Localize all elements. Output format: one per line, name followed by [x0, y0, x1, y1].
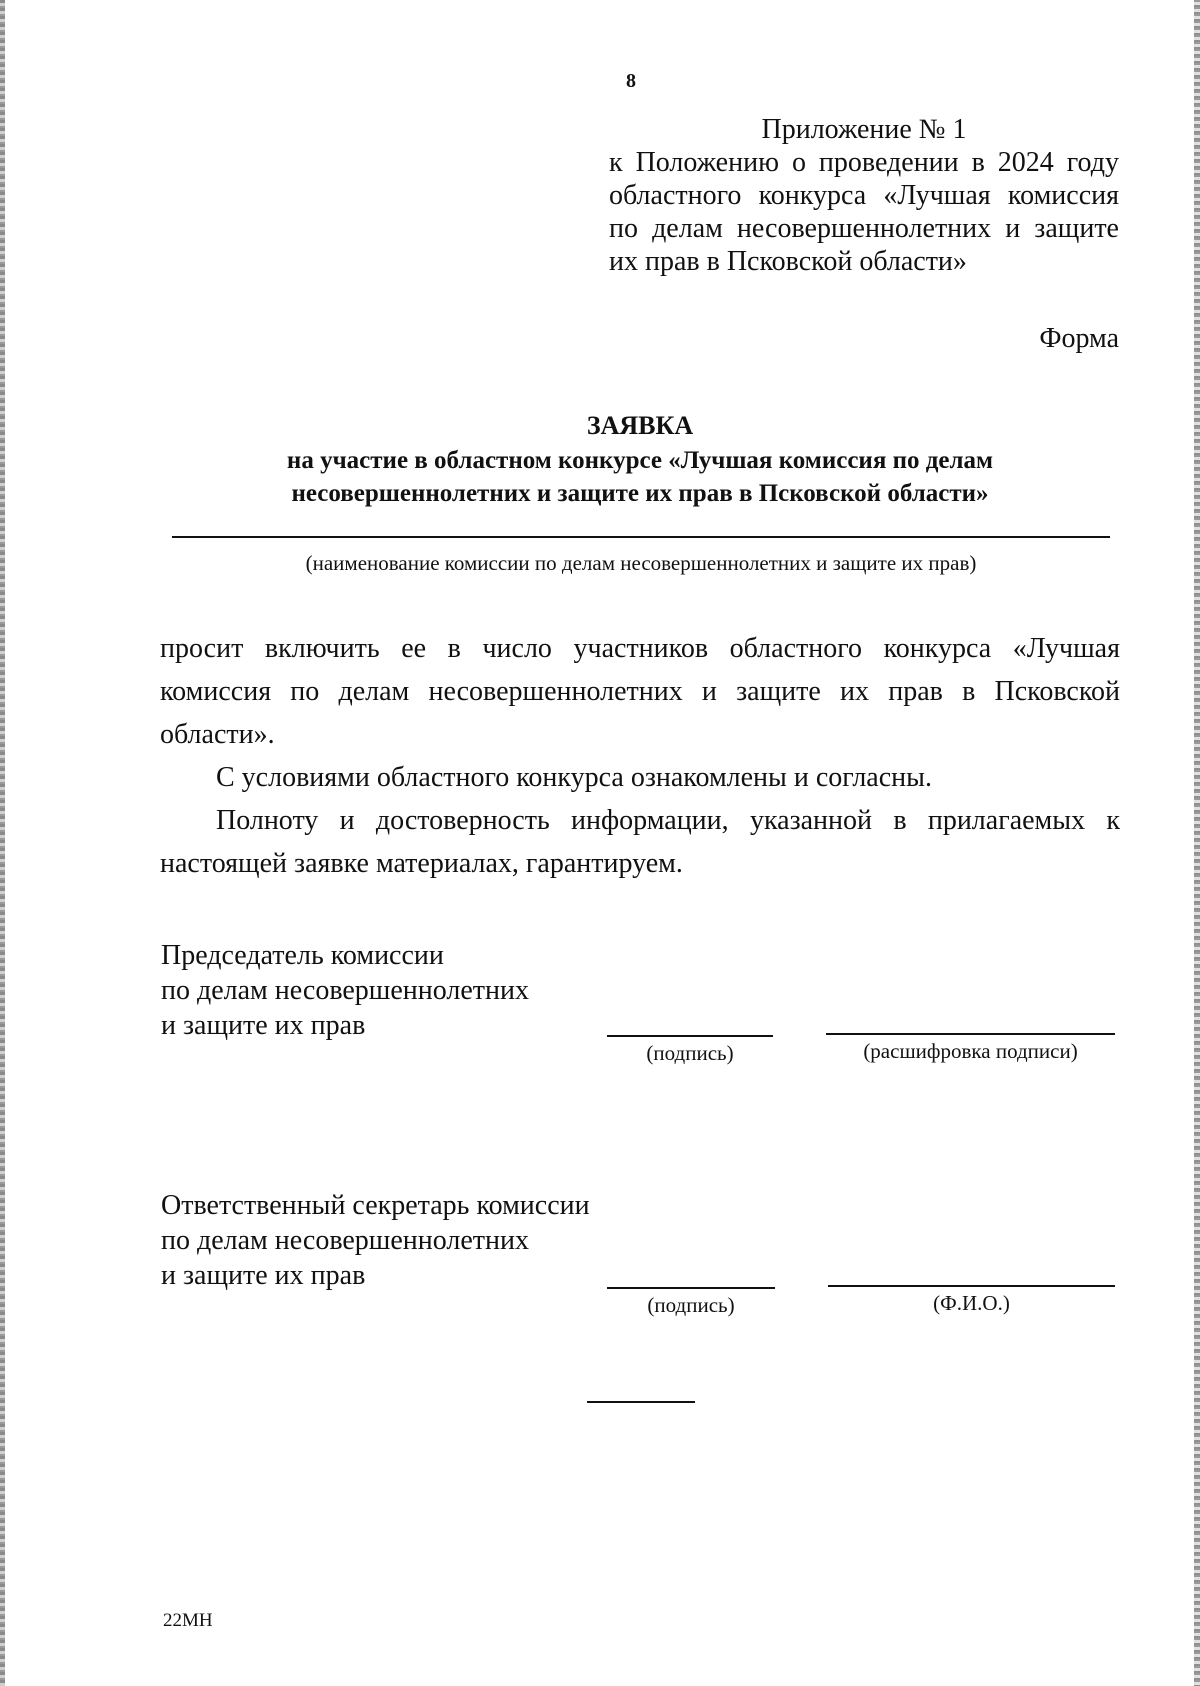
secretary-title-line-2: по делам несовершеннолетних: [161, 1225, 529, 1256]
heading-title: ЗАЯВКА: [586, 411, 694, 440]
application-heading: [160, 408, 1120, 510]
chairman-signature-line: [607, 1035, 773, 1037]
heading-line-1: на участие в областном конкурсе «Лучшая комиссия по делам: [286, 447, 994, 474]
scan-edge-right: [1194, 0, 1200, 1686]
body-paragraph-1: просит включить ее в число участников областного конкурса «Лучшая комиссия по делам несовершеннолетних и защите их прав в Псковской области».: [160, 633, 1120, 750]
chairman-title-line-2: по делам несовершеннолетних: [161, 975, 529, 1006]
closing-dash: [587, 1401, 695, 1403]
secretary-signature-line: [607, 1287, 775, 1289]
secretary-name-line: [828, 1285, 1115, 1287]
document-code: 22МН: [163, 1610, 213, 1631]
form-label: Форма: [1039, 323, 1119, 354]
secretary-title: [161, 1188, 721, 1293]
chairman-signature-caption: (подпись): [646, 1041, 734, 1065]
scan-edge-left: [0, 0, 5, 1686]
heading-line-2: несовершеннолетних и защите их прав в Псковской области»: [291, 480, 989, 507]
chairman-title-line-3: и защите их прав: [161, 1010, 366, 1041]
body-paragraph-2: С условиями областного конкурса ознакомлены и согласны.: [216, 762, 932, 793]
secretary-title-line-3: и защите их прав: [161, 1260, 366, 1291]
body-text: [160, 627, 1120, 885]
commission-name-caption: (наименование комиссии по делам несовершеннолетних и защите их прав): [305, 551, 977, 575]
chairman-title: [161, 938, 721, 1043]
chairman-name-caption: (расшифровка подписи): [863, 1039, 1078, 1063]
secretary-title-line-1: Ответственный секретарь комиссии: [161, 1190, 590, 1221]
annex-title: Приложение № 1: [761, 114, 967, 145]
chairman-title-line-1: Председатель комиссии: [161, 940, 444, 971]
chairman-name-line: [826, 1033, 1115, 1035]
body-paragraph-3: Полноту и достоверность информации, указанной в прилагаемых к настоящей заявке материалах, гарантируем.: [160, 805, 1120, 879]
annex-block: [609, 113, 1119, 278]
page-number: 8: [626, 70, 636, 92]
annex-text: к Положению о проведении в 2024 году областного конкурса «Лучшая комиссия по делам несовершеннолетних и защите их прав в Псковской области»: [609, 147, 1119, 277]
secretary-signature-caption: (подпись): [647, 1293, 735, 1317]
secretary-name-caption: (Ф.И.О.): [933, 1291, 1010, 1315]
commission-name-field-line: [172, 536, 1110, 538]
